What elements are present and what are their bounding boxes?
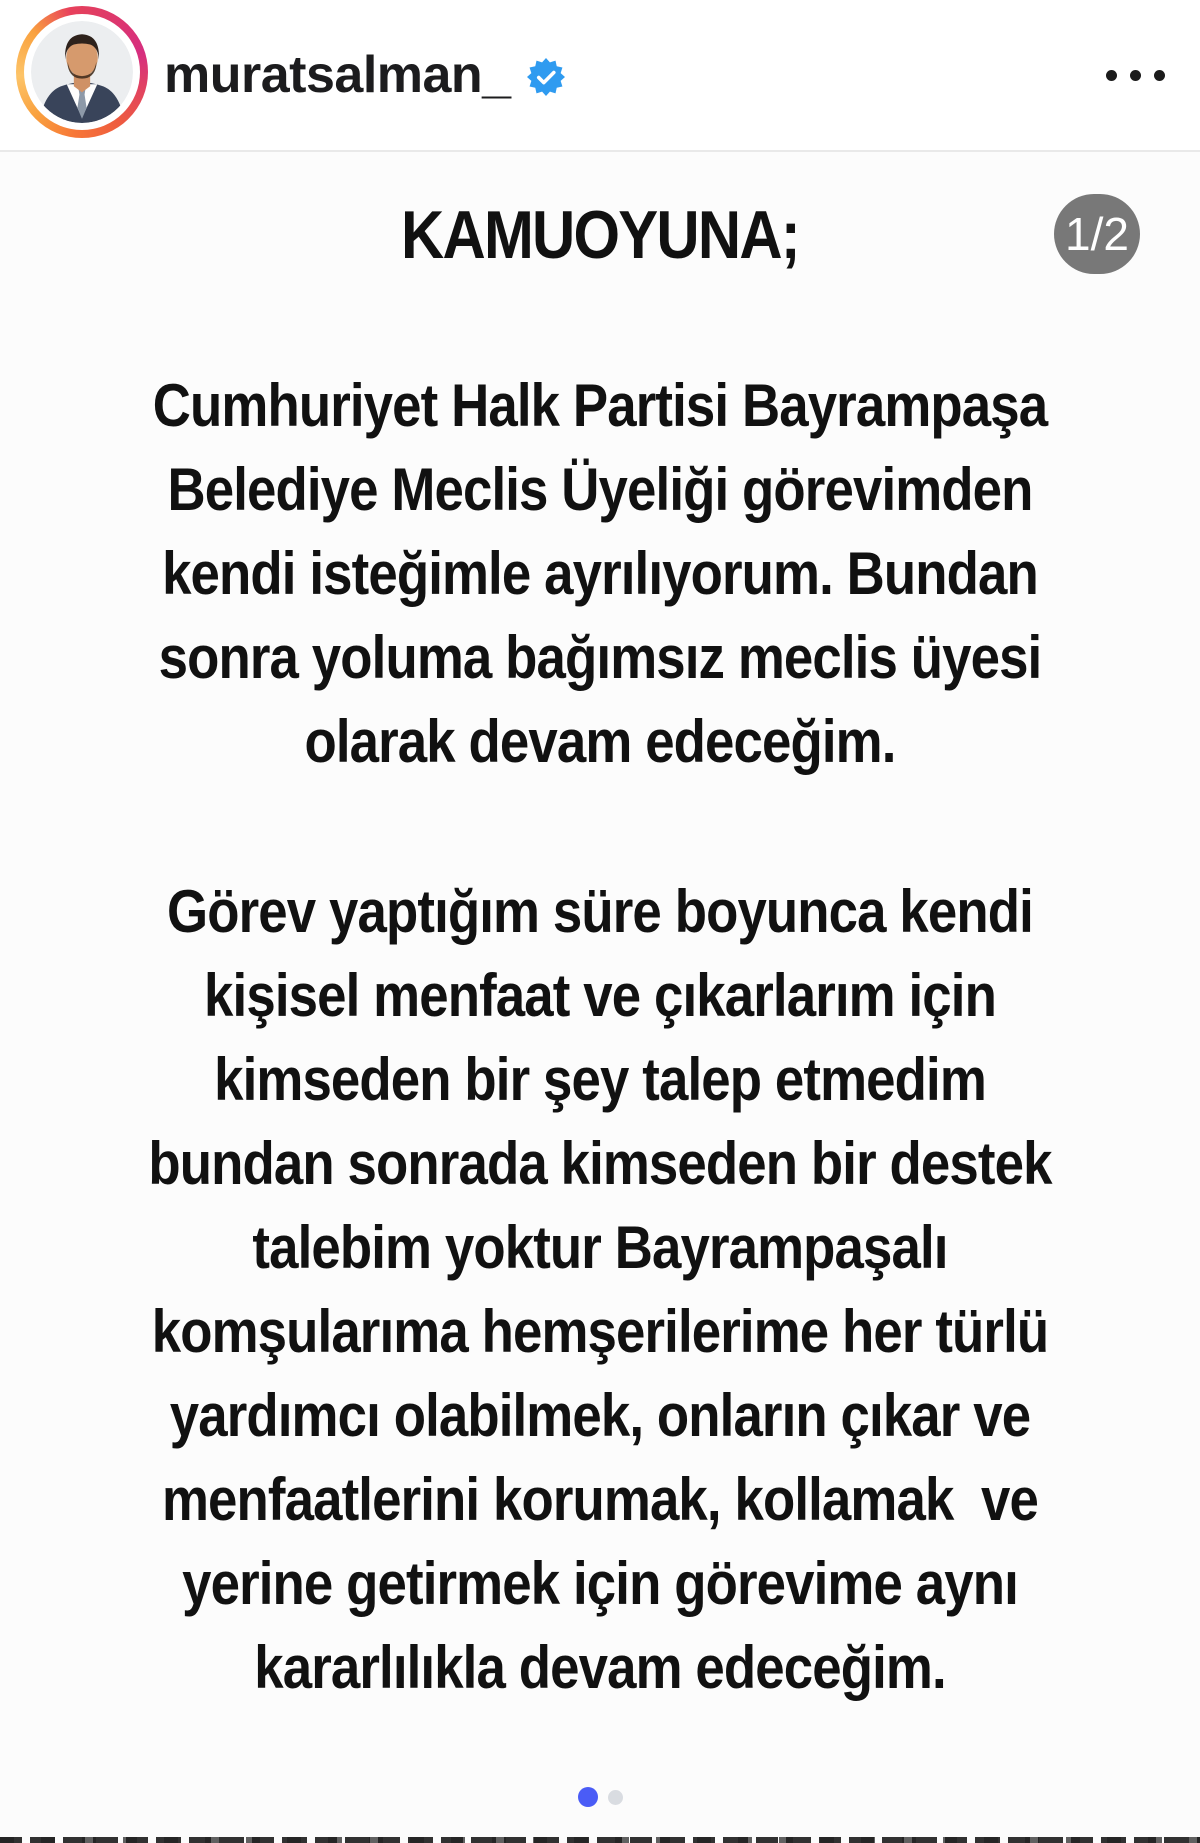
text-line: Cumhuriyet Halk Partisi Bayrampaşa	[152, 372, 1048, 439]
post-title: KAMUOYUNA;	[401, 197, 799, 273]
text-line: kararlılıkla devam edeceğim.	[254, 1634, 946, 1701]
text-line: bundan sonrada kimseden bir destek	[148, 1130, 1052, 1197]
text-line: yardımcı olabilmek, onların çıkar ve	[169, 1382, 1031, 1449]
text-line: yerine getirmek için görevime aynı	[182, 1550, 1018, 1617]
text-line: menfaatlerini korumak, kollamak ve	[161, 1466, 1039, 1533]
carousel-page-badge: 1/2	[1054, 194, 1140, 274]
username-row	[164, 0, 565, 150]
carousel-slide[interactable]	[0, 152, 1200, 1843]
text-line: talebim yoktur Bayrampaşalı	[252, 1214, 948, 1281]
text-line: Görev yaptığım süre boyunca kendi	[167, 878, 1033, 945]
text-line: Belediye Meclis Üyeliği görevimden	[167, 456, 1033, 523]
text-line: kendi isteğimle ayrılıyorum. Bundan	[162, 540, 1038, 607]
next-row-cutoff	[0, 1837, 1200, 1843]
ellipsis-dot-icon	[1106, 70, 1117, 81]
post-paragraph-1	[72, 364, 1128, 784]
announcement-text	[72, 152, 1128, 1710]
text-line: kimseden bir şey talep etmedim	[214, 1046, 986, 1113]
carousel-dot	[608, 1790, 623, 1805]
story-ring[interactable]	[16, 6, 148, 138]
ellipsis-dot-icon	[1130, 70, 1141, 81]
post-paragraph-2	[72, 870, 1128, 1710]
ellipsis-dot-icon	[1154, 70, 1165, 81]
carousel-dots	[0, 1787, 1200, 1807]
text-line: sonra yoluma bağımsız meclis üyesi	[158, 624, 1042, 691]
profile-photo	[31, 21, 133, 123]
post-header	[0, 0, 1200, 152]
username[interactable]: muratsalman_	[164, 46, 511, 104]
avatar[interactable]	[24, 14, 140, 130]
more-options-button[interactable]	[1106, 0, 1165, 150]
text-line: komşularıma hemşerilerime her türlü	[151, 1298, 1049, 1365]
text-line: kişisel menfaat ve çıkarlarım için	[204, 962, 996, 1029]
carousel-dot-active	[578, 1787, 598, 1807]
text-line: olarak devam edeceğim.	[304, 708, 896, 775]
verified-badge-icon	[527, 58, 565, 96]
